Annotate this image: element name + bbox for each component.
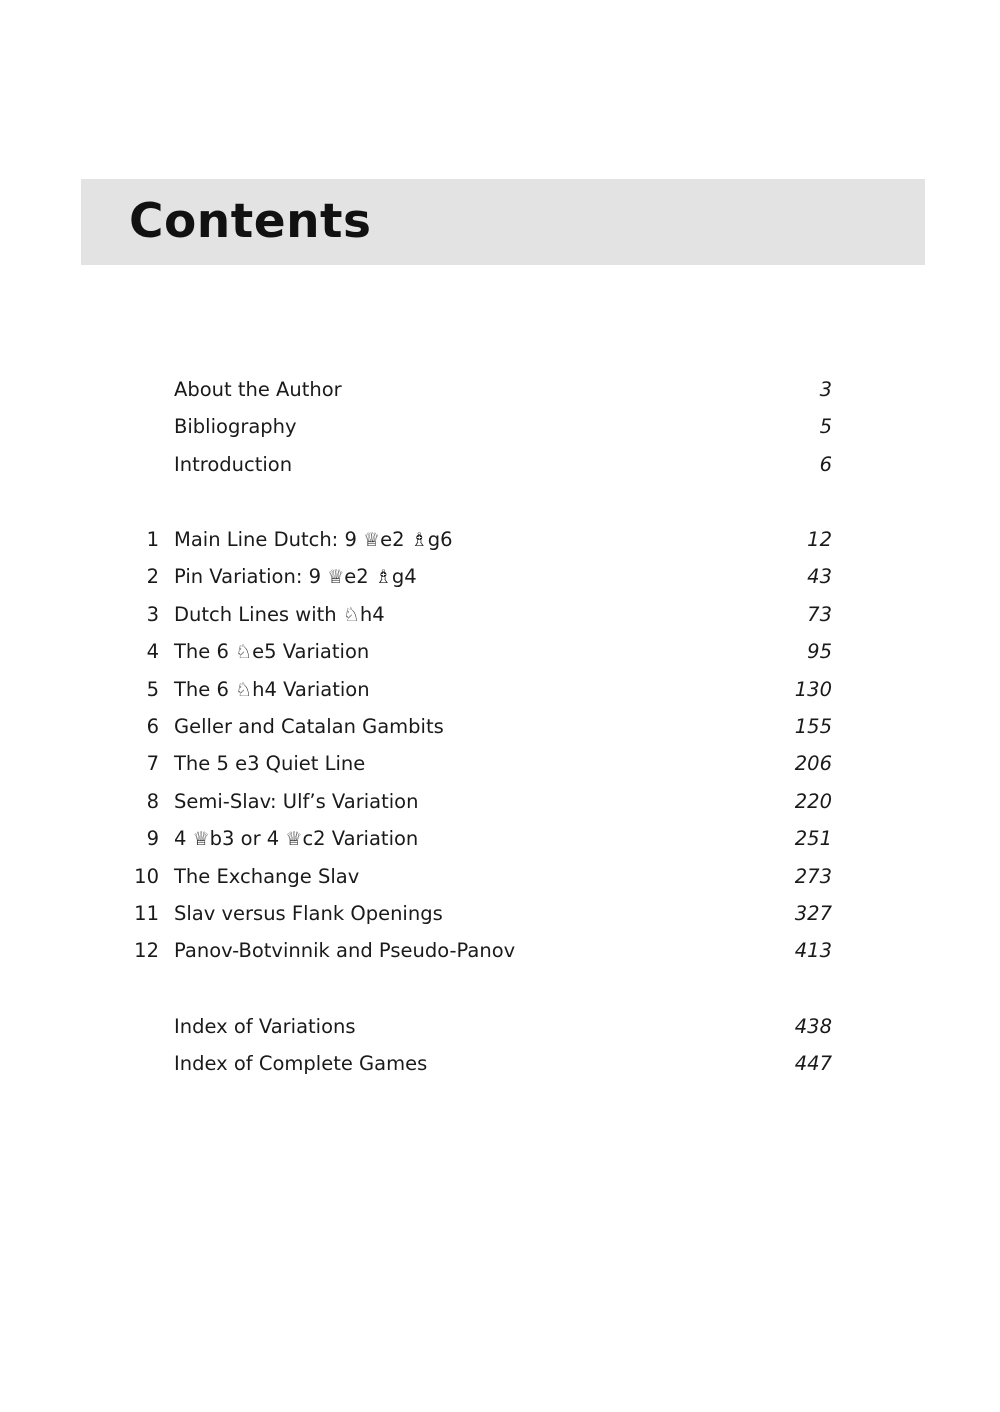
knight-icon: ♘ xyxy=(342,603,360,626)
chapter-number: 7 xyxy=(146,752,159,776)
entry-page-number: 273 xyxy=(794,864,832,888)
chapter-number: 10 xyxy=(134,864,159,888)
toc-entry-chapter-4[interactable] xyxy=(0,639,1000,676)
entry-title: Bibliography xyxy=(174,415,297,439)
entry-page-number: 447 xyxy=(794,1052,832,1076)
entry-page-number: 5 xyxy=(819,415,832,439)
toc-entry-index-of-complete-games[interactable] xyxy=(0,1051,1000,1088)
entry-page-number: 155 xyxy=(794,714,832,738)
chapter-number: 6 xyxy=(146,714,159,738)
bishop-icon: ♗ xyxy=(410,529,428,551)
entry-title: Index of Variations xyxy=(174,1015,356,1038)
toc-entry-chapter-12[interactable] xyxy=(0,938,1000,975)
chapter-number: 1 xyxy=(146,528,159,551)
entry-title xyxy=(174,789,418,815)
entry-title xyxy=(174,527,453,553)
front-matter-list xyxy=(0,377,1000,489)
entry-title xyxy=(174,564,417,590)
entry-title xyxy=(174,826,418,852)
entry-page-number: 3 xyxy=(819,378,832,401)
toc-entry-chapter-6[interactable] xyxy=(0,714,1000,751)
entry-title-text: The 6 xyxy=(174,640,236,664)
entry-title xyxy=(174,714,444,740)
toc-entry-chapter-1[interactable] xyxy=(0,527,1000,564)
entry-title-text: c2 Variation xyxy=(302,827,419,851)
queen-icon: ♕ xyxy=(192,828,210,851)
entry-title-text: Slav versus Flank Openings xyxy=(174,901,443,925)
toc-entry-index-of-variations[interactable] xyxy=(0,1014,1000,1051)
queen-icon: ♕ xyxy=(327,566,345,589)
toc-entry-chapter-9[interactable] xyxy=(0,826,1000,863)
bishop-icon: ♗ xyxy=(374,566,392,589)
chapter-number: 8 xyxy=(146,789,159,813)
toc-entry-chapter-5[interactable] xyxy=(0,677,1000,714)
entry-page-number: 95 xyxy=(807,640,832,664)
entry-title-text: The Exchange Slav xyxy=(174,864,360,888)
entry-page-number: 43 xyxy=(807,565,832,589)
entry-title-text: h4 Variation xyxy=(252,677,370,701)
entry-title-text: Panov-Botvinnik and Pseudo-Panov xyxy=(174,939,516,963)
entry-title xyxy=(174,864,359,890)
entry-title xyxy=(174,677,370,703)
chapter-number: 12 xyxy=(134,939,159,963)
entry-title-text: e2 xyxy=(380,528,411,551)
toc-entry-bibliography[interactable] xyxy=(0,414,1000,451)
entry-title xyxy=(174,639,369,665)
entry-title-text: Geller and Catalan Gambits xyxy=(174,714,444,738)
entry-title-text: The 6 xyxy=(174,677,236,701)
entry-title xyxy=(174,938,515,964)
entry-title-text: e5 Variation xyxy=(252,640,370,664)
queen-icon: ♕ xyxy=(285,828,303,851)
toc-entry-chapter-10[interactable] xyxy=(0,864,1000,901)
chapter-number: 4 xyxy=(146,640,159,664)
entry-title-text: Pin Variation: 9 xyxy=(174,565,328,589)
toc-entry-introduction[interactable] xyxy=(0,452,1000,489)
entry-page-number: 130 xyxy=(794,677,832,701)
entry-title xyxy=(174,602,385,628)
chapter-number: 3 xyxy=(146,602,159,626)
entry-page-number: 327 xyxy=(794,901,832,925)
entry-title: Introduction xyxy=(174,452,293,476)
toc-entry-chapter-2[interactable] xyxy=(0,564,1000,601)
entry-title-text: Dutch Lines with xyxy=(174,602,343,626)
title-band xyxy=(81,179,925,265)
chapter-number: 11 xyxy=(134,901,159,925)
queen-icon: ♕ xyxy=(363,529,381,551)
entry-title-text: 4 xyxy=(174,827,193,851)
chapter-number: 2 xyxy=(146,565,159,589)
entry-title-text: The 5 e3 Quiet Line xyxy=(174,752,366,776)
entry-page-number: 220 xyxy=(794,789,832,813)
entry-title-text: b3 or 4 xyxy=(209,827,286,851)
entry-title-text: g4 xyxy=(391,565,417,589)
entry-title-text: Main Line Dutch: 9 xyxy=(174,528,364,551)
entry-title-text: g6 xyxy=(427,528,453,551)
chapter-number: 9 xyxy=(146,827,159,851)
entry-title xyxy=(174,901,443,927)
entry-page-number: 438 xyxy=(794,1015,832,1038)
entry-page-number: 73 xyxy=(807,602,832,626)
toc-entry-about-the-author[interactable] xyxy=(0,377,1000,414)
chapter-number: 5 xyxy=(146,677,159,701)
toc-entry-chapter-8[interactable] xyxy=(0,789,1000,826)
entry-page-number: 413 xyxy=(794,939,832,963)
entry-page-number: 251 xyxy=(794,827,832,851)
chapter-list xyxy=(0,527,1000,976)
entry-title xyxy=(174,751,365,777)
back-matter-list xyxy=(0,1014,1000,1089)
entry-page-number: 6 xyxy=(819,452,832,476)
knight-icon: ♘ xyxy=(235,678,253,701)
toc-entry-chapter-7[interactable] xyxy=(0,751,1000,788)
entry-title-text: h4 xyxy=(359,602,385,626)
entry-title-text: e2 xyxy=(344,565,375,589)
entry-page-number: 12 xyxy=(807,528,832,551)
knight-icon: ♘ xyxy=(235,641,253,664)
entry-title: Index of Complete Games xyxy=(174,1052,428,1076)
toc-entry-chapter-3[interactable] xyxy=(0,602,1000,639)
page-title: Contents xyxy=(129,194,372,249)
entry-title: About the Author xyxy=(174,378,342,401)
toc-entry-chapter-11[interactable] xyxy=(0,901,1000,938)
entry-page-number: 206 xyxy=(794,752,832,776)
entry-title-text: Semi-Slav: Ulf’s Variation xyxy=(174,789,419,813)
